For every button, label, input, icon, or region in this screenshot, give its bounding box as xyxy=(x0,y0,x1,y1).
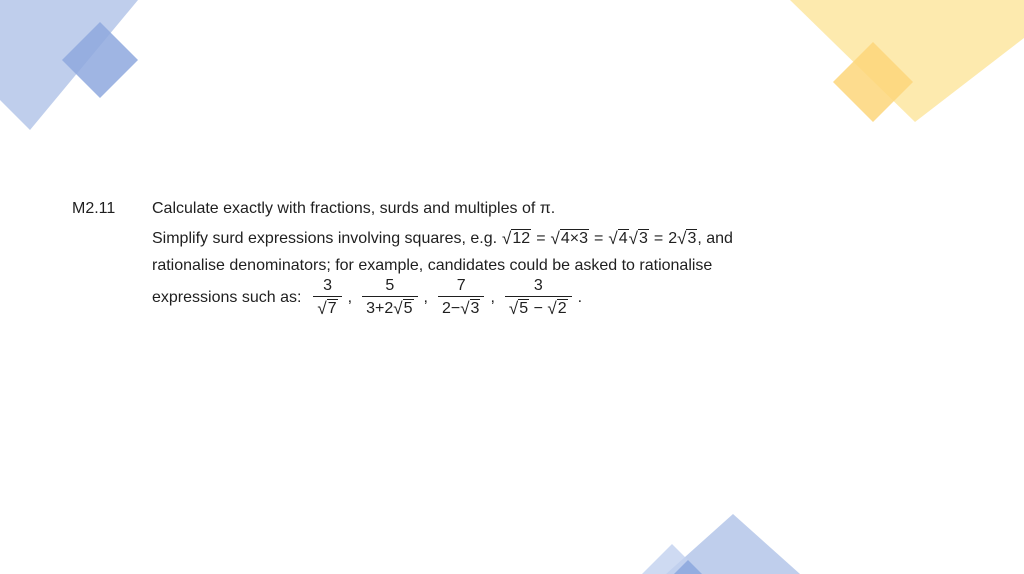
spec-line-3: rationalise denominators; for example, candidates could be asked to rationalise xyxy=(152,257,713,274)
sqrt: √ 5 xyxy=(393,299,413,318)
fraction-4 xyxy=(505,277,572,319)
fraction-denominator xyxy=(313,296,341,319)
sqrt: √ 3 xyxy=(460,299,480,318)
fraction-numerator: 7 xyxy=(456,277,466,294)
spec-line-4 xyxy=(152,277,588,319)
spec-code: M2.11 xyxy=(72,200,116,217)
fraction-denominator: 3+2 √ 5 xyxy=(362,296,417,319)
equals-sign: = xyxy=(536,230,546,247)
fraction-numerator: 5 xyxy=(385,277,395,294)
sqrt: √ 7 xyxy=(317,299,337,318)
spec-line-2 xyxy=(152,229,733,249)
final-period: . xyxy=(577,289,583,306)
line2-intro: Simplify surd expressions involving squares, e.g. xyxy=(152,230,498,247)
sqrt-4x3: √ 4×3 xyxy=(550,229,589,248)
yellow-diamond-large-top-right xyxy=(790,0,1024,122)
sqrt-3-result: √ 3 xyxy=(677,229,697,248)
equals-sign: = xyxy=(594,230,604,247)
fraction-denominator: √ 5 − √ 2 xyxy=(505,296,572,319)
sqrt-12: √ 12 xyxy=(502,229,531,248)
line4-intro: expressions such as: xyxy=(152,289,302,306)
sqrt: √ 2 xyxy=(547,299,567,318)
equals-sign: = xyxy=(653,230,664,247)
fraction-numerator: 3 xyxy=(323,277,332,294)
spec-line-1: Calculate exactly with fractions, surds and multiples of π. xyxy=(152,200,556,217)
sqrt-3: √ 3 xyxy=(628,229,648,248)
fraction-1 xyxy=(313,277,341,319)
line2-end: , and xyxy=(697,230,733,247)
sqrt-4: √ 4 xyxy=(608,229,628,248)
radical-sign: √ xyxy=(502,229,512,248)
comma-separator: , xyxy=(490,289,495,306)
comma-separator: , xyxy=(347,289,353,306)
fraction-numerator: 3 xyxy=(533,277,543,294)
fraction-2 xyxy=(362,277,417,319)
sqrt: √ 5 xyxy=(508,299,529,318)
fraction-3 xyxy=(438,277,485,319)
fraction-denominator: 2− √ 3 xyxy=(438,296,485,319)
comma-separator: , xyxy=(423,289,428,306)
coefficient-2: 2 xyxy=(668,230,678,247)
fraction-list xyxy=(309,277,588,319)
